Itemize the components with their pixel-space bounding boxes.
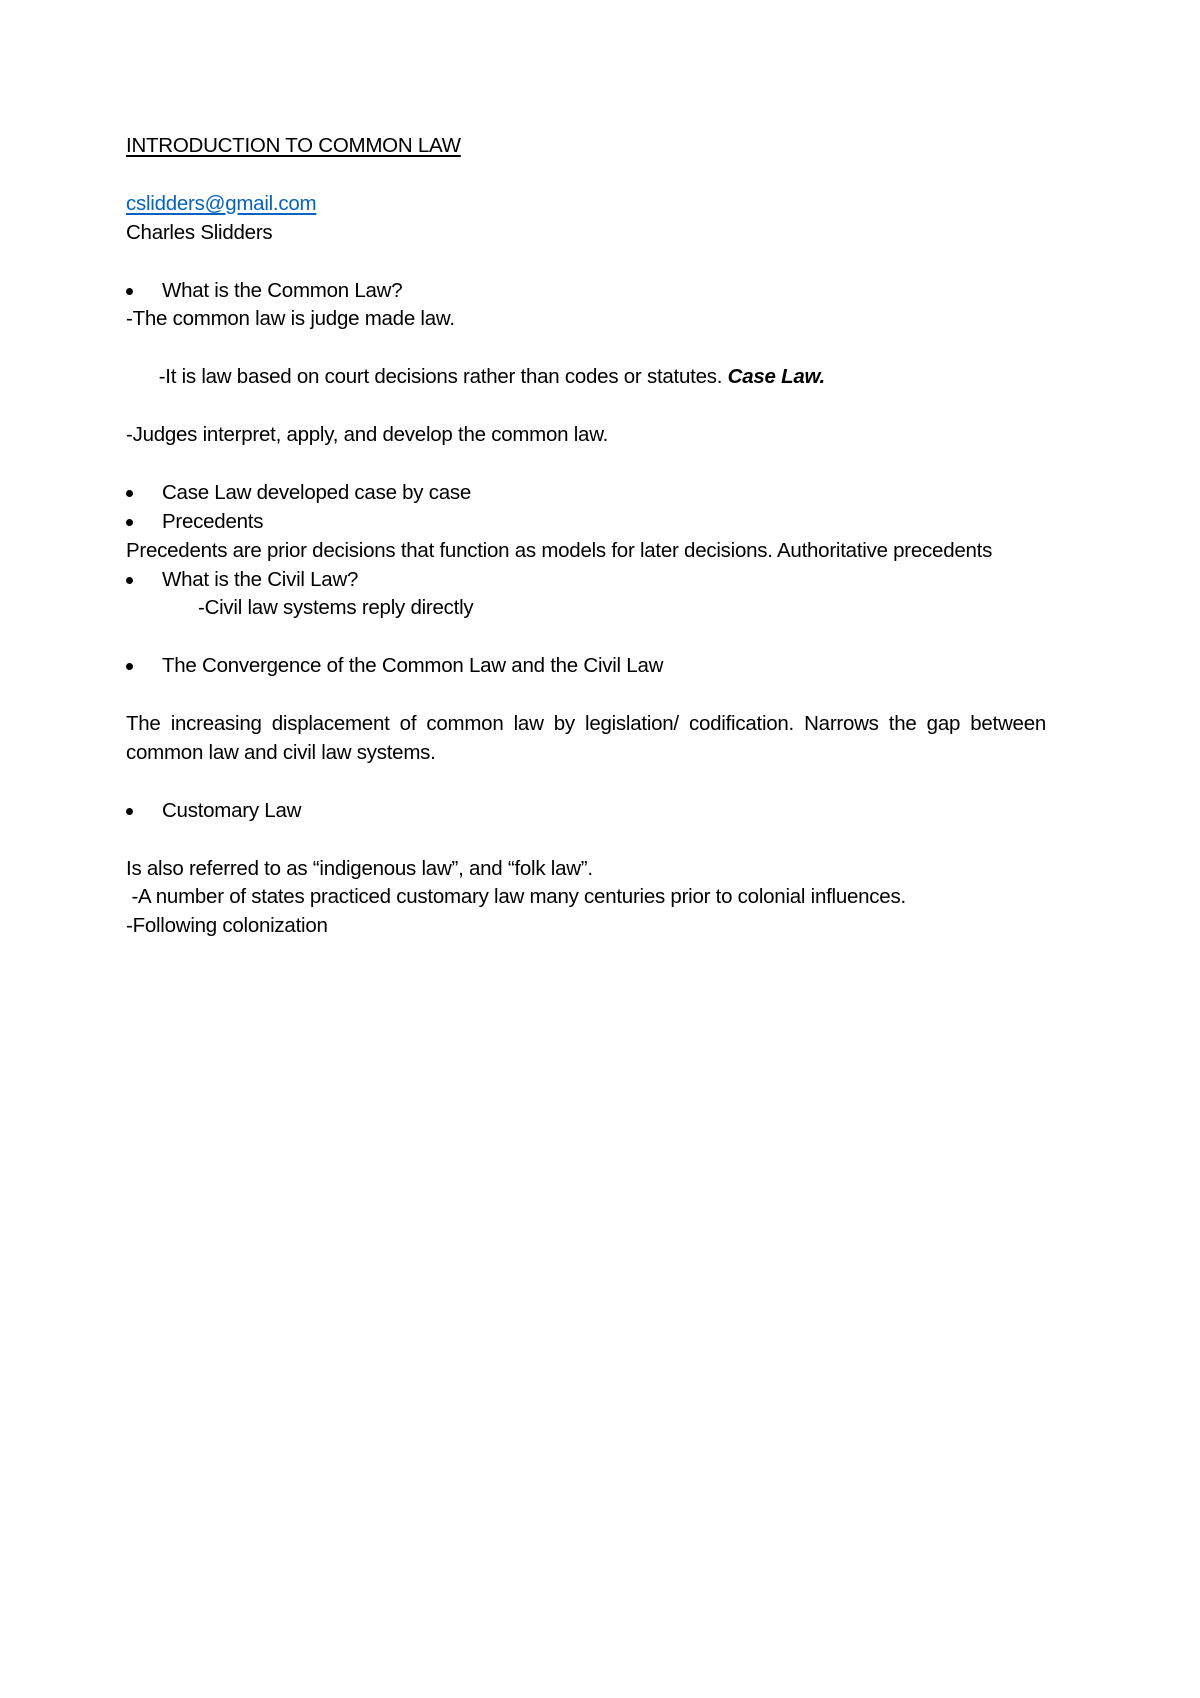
- bullet-label: The Convergence of the Common Law and the Civil Law: [162, 654, 664, 678]
- text-line: -A number of states practiced customary law many centuries prior to colonial influences.: [126, 885, 906, 909]
- bullet-dot-icon: [126, 663, 133, 670]
- bullet-dot-icon: [126, 288, 133, 295]
- spacer: [126, 161, 1046, 190]
- text-line: -Following colonization: [126, 914, 328, 938]
- emphasis-text: Case Law.: [727, 365, 825, 389]
- document-body: [126, 132, 1046, 941]
- bullet-item-common-law: [126, 277, 1046, 306]
- bullet-dot-icon: [126, 577, 133, 584]
- bullet-item-customary-law: [126, 797, 1046, 826]
- spacer: [126, 248, 1046, 277]
- paragraph-precedents: Precedents are prior decisions that function as models for later decisions. Authoritative precedents: [126, 538, 993, 562]
- spacer: [126, 450, 1046, 479]
- bullet-dot-icon: [126, 519, 133, 526]
- bullet-label: Customary Law: [162, 798, 302, 822]
- bullet-label: What is the Common Law?: [162, 278, 403, 302]
- text-line-part: -It is law based on court decisions rather than codes or statutes.: [158, 365, 728, 389]
- document-title: INTRODUCTION TO COMMON LAW: [126, 134, 461, 157]
- bullet-item-convergence: [126, 652, 1046, 681]
- text-line: Is also referred to as “indigenous law”, and “folk law”.: [126, 856, 593, 880]
- bullet-label: Precedents: [162, 509, 264, 533]
- bullet-dot-icon: [126, 808, 133, 815]
- bullet-label: Case Law developed case by case: [162, 480, 472, 504]
- spacer: [126, 826, 1046, 855]
- spacer: [126, 681, 1046, 710]
- email-link[interactable]: cslidders@gmail.com: [126, 191, 317, 215]
- text-line-case-law: [126, 334, 1046, 421]
- bullet-item-precedents: [126, 508, 1046, 537]
- indented-line: -Civil law systems reply directly: [198, 596, 474, 620]
- bullet-item-civil-law: [126, 566, 1046, 595]
- bullet-dot-icon: [126, 490, 133, 497]
- spacer: [126, 623, 1046, 652]
- bullet-label: What is the Civil Law?: [162, 567, 359, 591]
- spacer: [126, 768, 1046, 797]
- text-line: -Judges interpret, apply, and develop the common law.: [126, 423, 609, 447]
- paragraph-convergence: The increasing displacement of common law by legislation/ codification. Narrows the gap between common law and civil law systems.: [126, 712, 1046, 764]
- author-name: Charles Slidders: [126, 220, 273, 244]
- text-line: -The common law is judge made law.: [126, 307, 455, 331]
- bullet-item-case-law: [126, 479, 1046, 508]
